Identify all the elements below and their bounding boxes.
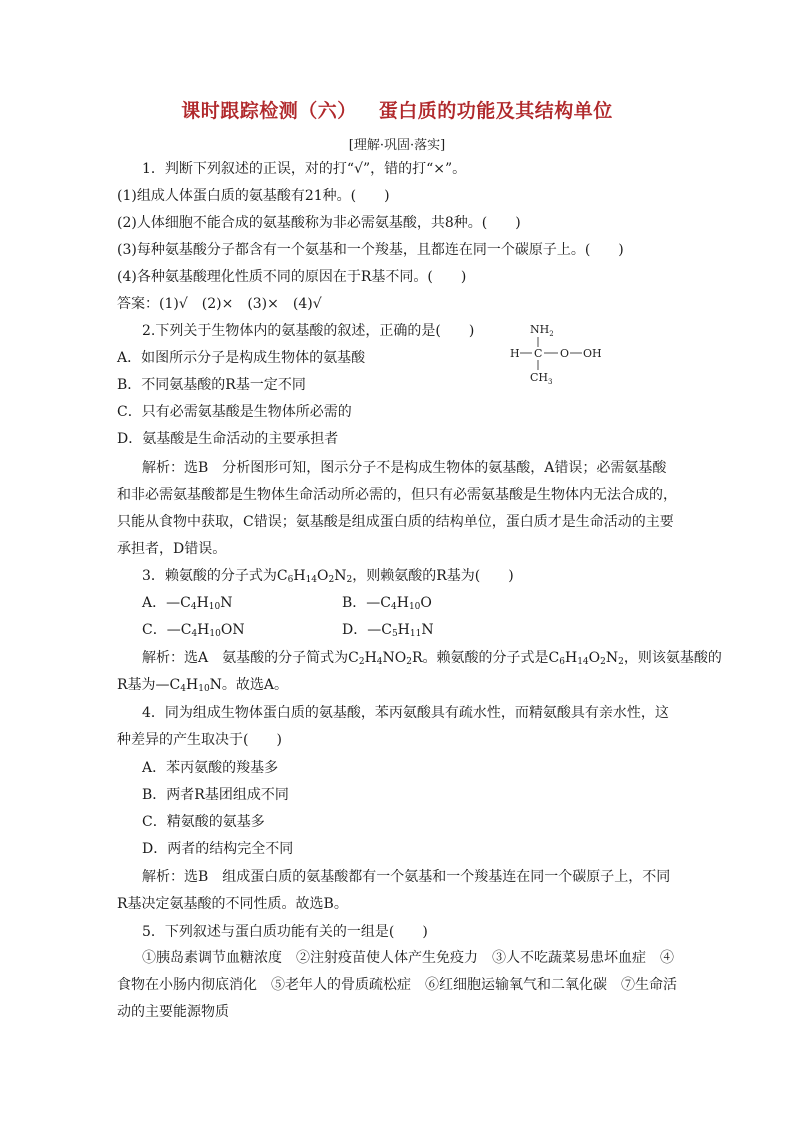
q3-analysis-line1: 解析：选A 氨基酸的分子简式为$C_2H_4NO_2R$。赖氨酸的分子式是$C_6H_{14}O_2N_2$，则该氨基酸的: [142, 650, 722, 667]
title-part2: 蛋白质的功能及其结构单位: [378, 100, 613, 122]
q3-stem: 3．赖氨酸的分子式为$C_6H_{14}O_2N_2$，则赖氨酸的R基为( ): [142, 568, 514, 585]
q2-option-b: B．不同氨基酸的R基一定不同: [117, 377, 306, 393]
q5-stem: 5．下列叙述与蛋白质功能有关的一组是( ): [142, 924, 428, 940]
q4-option-d: D．两者的结构完全不同: [142, 841, 294, 857]
q1-item-1: (1)组成人体蛋白质的氨基酸有21种。( ): [117, 188, 390, 204]
q2-analysis: 解析：选B 分析图形可知，图示分子不是构成生物体的氨基酸，A错误；必需氨基酸和非必需氨基酸都是生物体生命活动所必需的，但只有必需氨基酸是生物体内无法合成的，只能从食物中获取，C错误；氨基酸是组成蛋白质的结构单位，蛋白质才是生命活动的主要承担者，D错误。: [117, 460, 677, 557]
formula-nh2: $NH_2$: [530, 323, 554, 338]
q3-option-a: A．$—C_4H_{10}N$: [142, 595, 233, 612]
q4-option-b: B．两者R基团组成不同: [142, 787, 289, 803]
formula-h: H: [510, 347, 520, 360]
title-part1: 课时跟踪检测（六）: [181, 100, 357, 122]
q4-analysis: 解析：选B 组成蛋白质的氨基酸都有一个氨基和一个羧基连在同一个碳原子上，不同R基决定氨基酸的不同性质。故选B。: [117, 869, 671, 912]
q4-option-c: C．精氨酸的氨基多: [142, 814, 265, 830]
page-subtitle: [理解·巩固·落实]: [348, 138, 446, 153]
formula-c: C: [534, 347, 543, 360]
q1-item-2: (2)人体细胞不能合成的氨基酸称为非必需氨基酸，共8种。( ): [117, 215, 521, 231]
formula-ch3: $CH_3$: [530, 371, 553, 386]
formula-o: O: [560, 347, 570, 360]
page-title: [0, 96, 794, 123]
q3-option-b: B．$—C_4H_{10}O$: [342, 595, 432, 612]
q4-stem: 4．同为组成生物体蛋白质的氨基酸，苯丙氨酸具有疏水性，而精氨酸具有亲水性，这种差异的产生取决于( ): [117, 705, 669, 748]
q3-option-d: D．$—C_5H_{11}N$: [342, 622, 434, 639]
q3-analysis-line2: R基为$—C_4H_{10}N$。故选A。: [117, 677, 289, 694]
formula-oh: OH: [583, 347, 602, 360]
q1-stem: 1．判断下列叙述的正误，对的打“√”，错的打“×”。: [142, 161, 467, 177]
q3-option-c: C．$—C_4H_{10}ON$: [142, 622, 245, 639]
q2-option-c: C．只有必需氨基酸是生物体所必需的: [117, 404, 352, 420]
q2-option-a: A．如图所示分子是构成生物体的氨基酸: [117, 350, 366, 366]
q2-option-d: D．氨基酸是生命活动的主要承担者: [117, 431, 339, 447]
q1-item-4: (4)各种氨基酸理化性质不同的原因在于R基不同。( ): [117, 269, 467, 285]
q2-stem: 2.下列关于生物体内的氨基酸的叙述，正确的是( ): [142, 323, 475, 339]
q4-option-a: A．苯丙氨酸的羧基多: [142, 760, 279, 776]
structural-formula: [506, 322, 606, 392]
q1-answer: 答案：(1)√ (2)× (3)× (4)√: [117, 296, 322, 312]
q1-item-3: (3)每种氨基酸分子都含有一个氨基和一个羧基，且都连在同一个碳原子上。( ): [117, 242, 624, 258]
q5-items: ①胰岛素调节血糖浓度 ②注射疫苗使人体产生免疫力 ③人不吃蔬菜易患坏血症 ④食物在小肠内彻底消化 ⑤老年人的骨质疏松症 ⑥红细胞运输氧气和二氧化碳 ⑦生命活动的主要能源物质: [117, 950, 677, 1020]
